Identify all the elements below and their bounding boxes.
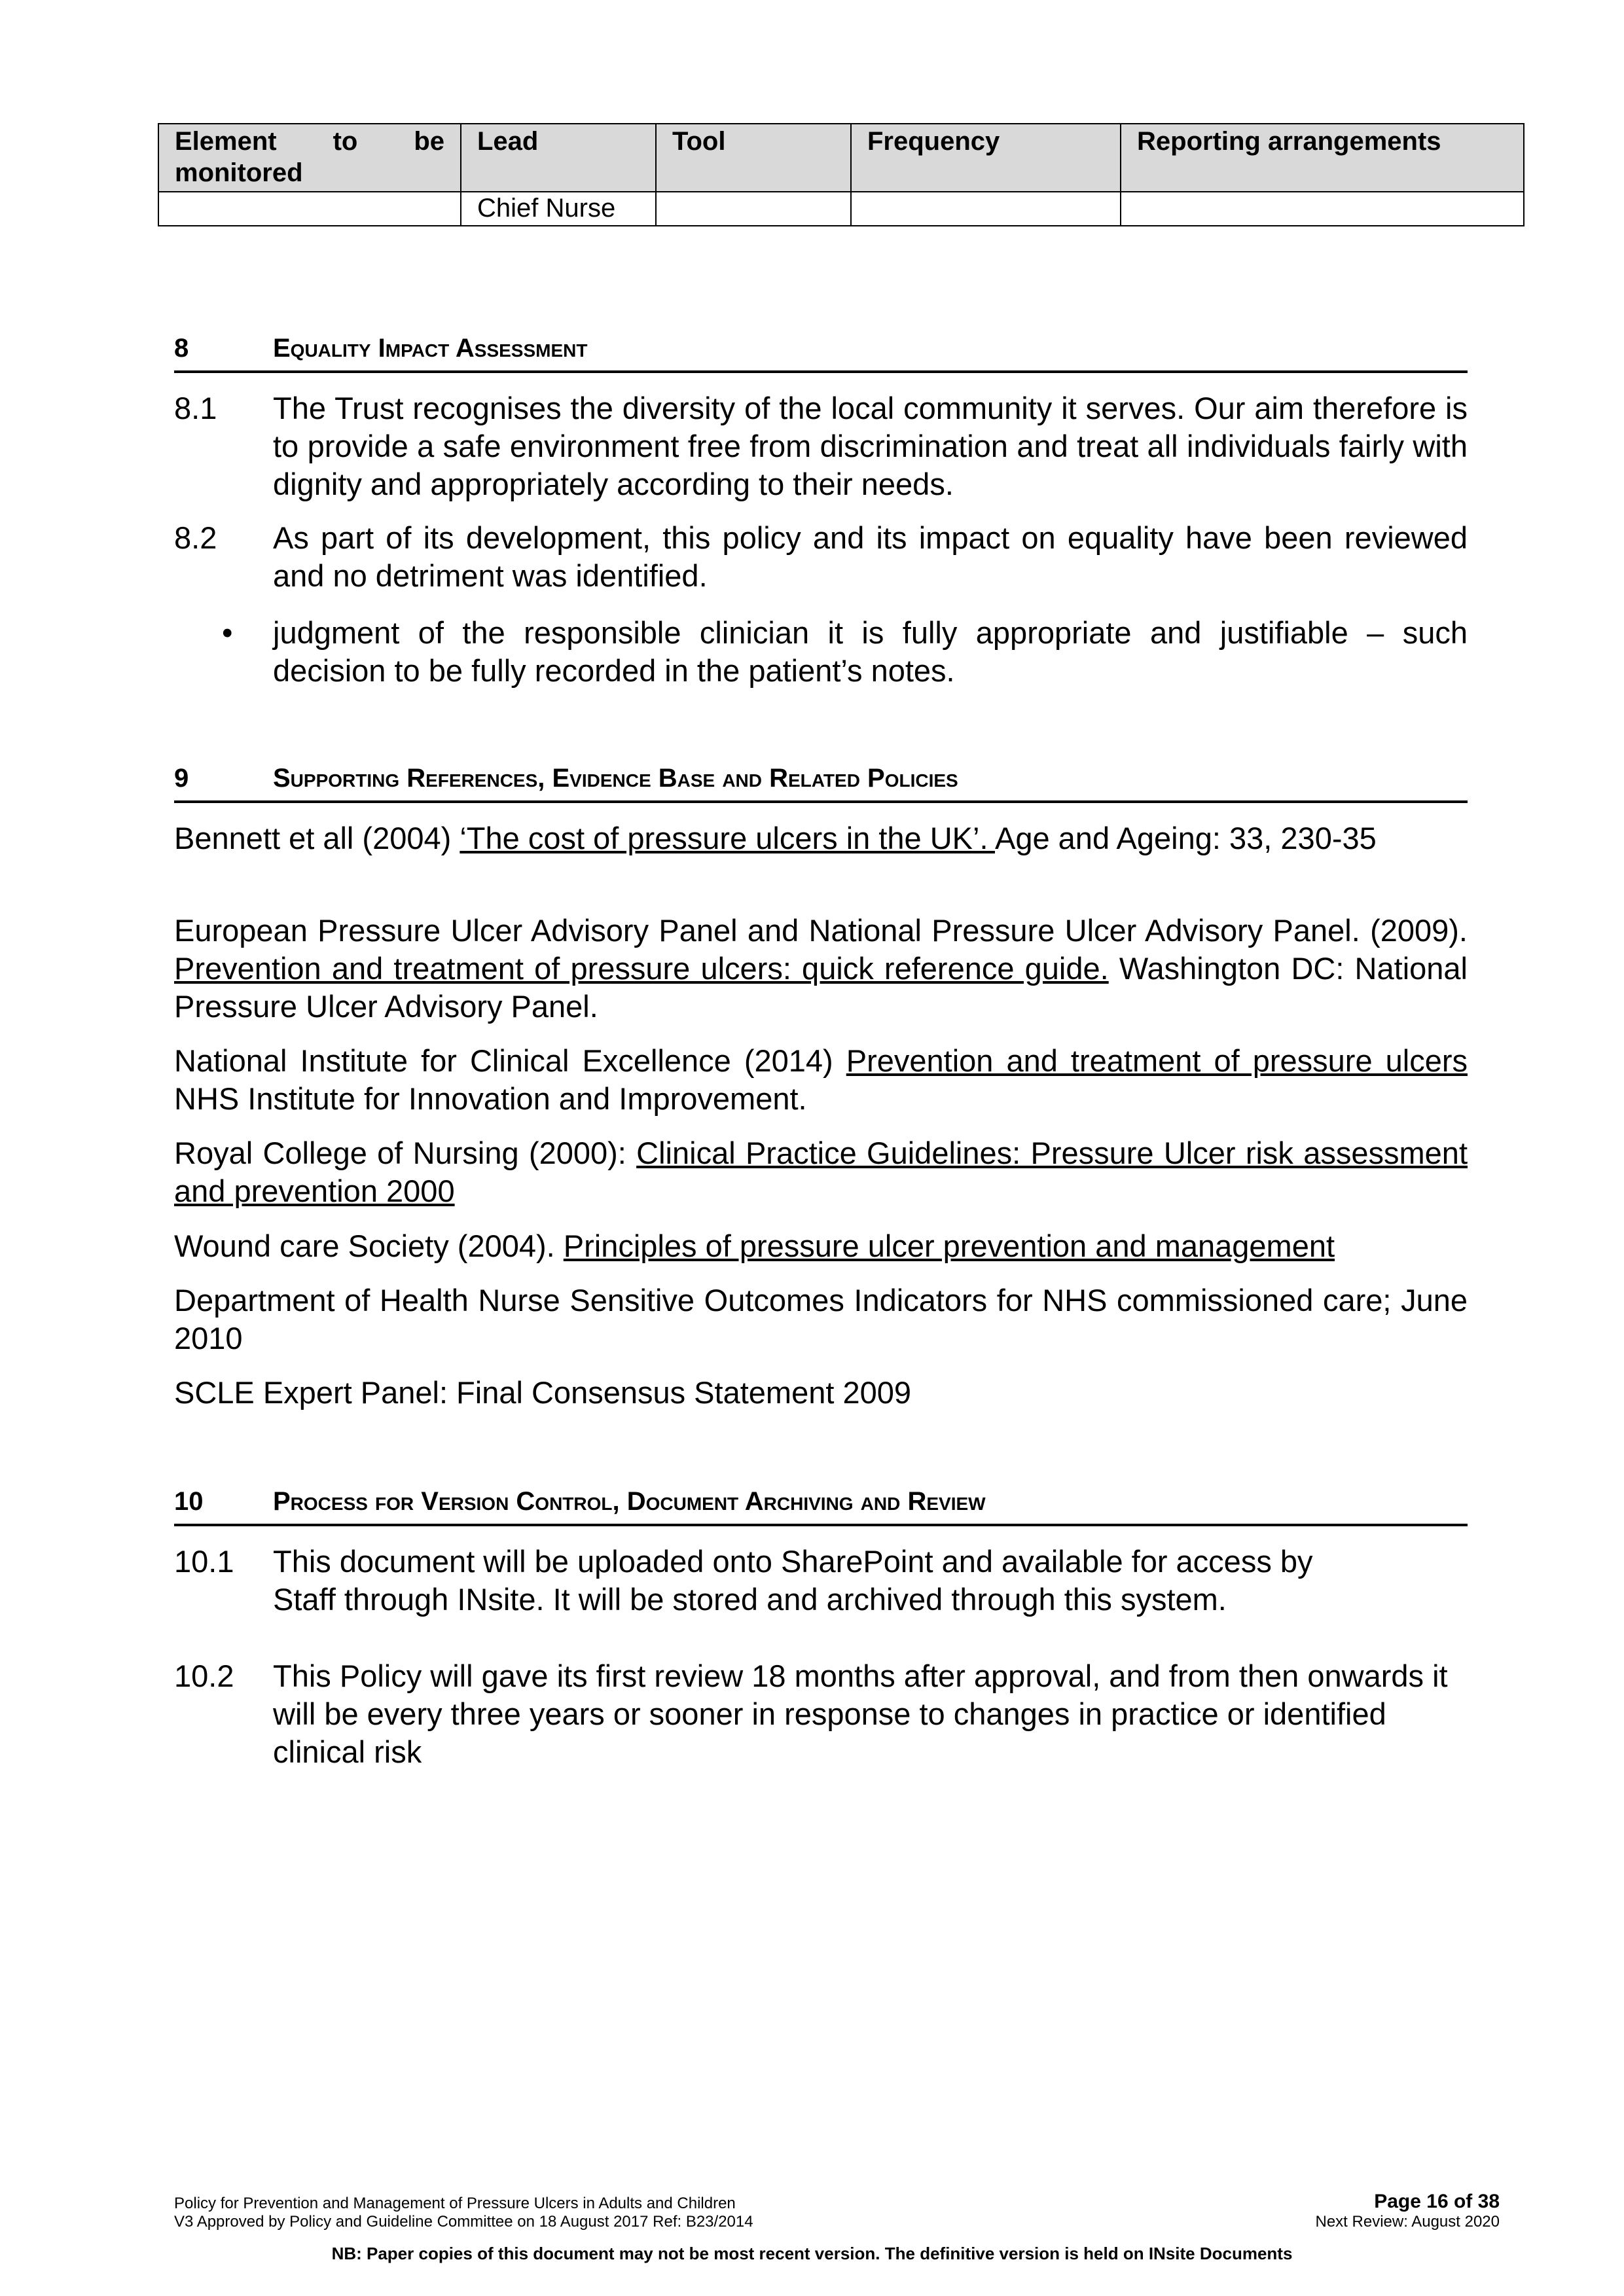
footer-page-number: Page 16 of 38 — [1374, 2191, 1500, 2212]
paragraph-text: The Trust recognises the diversity of the local community it serves. Our aim therefore is to provide a safe environment free from discrimination and treat all individuals fairly with dignity and appropriately according to their needs. — [273, 391, 1468, 501]
reference-item: European Pressure Ulcer Advisory Panel and National Pressure Ulcer Advisory Panel. (2009). Prevention and treatment of pressure ulcers: quick reference guide. Washington DC: National Pressure Ulcer Advisory Panel. — [174, 913, 1468, 1024]
footer-nb-notice: NB: Paper copies of this document may not be most recent version. The definitive version is held on INsite Documents — [331, 2244, 1293, 2263]
table-header-row — [158, 124, 1524, 192]
paragraph — [174, 389, 1468, 503]
reference-link: ‘The cost of pressure ulcers in the UK’. — [460, 821, 995, 855]
section-number: 9 — [174, 764, 189, 793]
section-heading — [174, 1487, 1468, 1526]
reference-link: Principles of pressure ulcer prevention and management — [563, 1229, 1335, 1263]
table-cell — [1121, 192, 1524, 226]
section-heading — [174, 334, 1468, 373]
paragraph-text: This Policy will gave its first review 18 months after approval, and from then onwards it will be every three years or sooner in response to changes in practice or identified clinical risk — [273, 1659, 1448, 1769]
section-title: Equality Impact Assessment — [273, 334, 588, 363]
header-lead: Lead — [461, 124, 656, 192]
paragraph — [174, 1543, 1468, 1619]
bullet-text: judgment of the responsible clinician it is fully appropriate and justifiable – such decision to be fully recorded in the patient’s notes. — [273, 615, 1468, 688]
paragraph — [174, 519, 1468, 595]
reference-item: National Institute for Clinical Excellence (2014) Prevention and treatment of pressure ulcers NHS Institute for Innovation and Improvement. — [174, 1043, 1468, 1116]
paragraph-number: 8.2 — [174, 520, 217, 555]
footer-next-review: Next Review: August 2020 — [1315, 2213, 1500, 2231]
paragraph-text: This document will be uploaded onto SharePoint and available for access by Staff through INsite. It will be stored and archived through this system. — [273, 1544, 1313, 1617]
footer-document-title: Policy for Prevention and Management of Pressure Ulcers in Adults and Children — [174, 2195, 736, 2212]
reference-item: Wound care Society (2004). Principles of pressure ulcer prevention and management — [174, 1229, 1335, 1263]
section-number: 10 — [174, 1487, 204, 1516]
table-cell: Chief Nurse — [461, 192, 656, 226]
section-title: Supporting References, Evidence Base and Related Policies — [273, 764, 958, 793]
reference-link: Clinical Practice Guidelines: Pressure Ulcer risk assessment and prevention 2000 — [174, 1136, 1468, 1208]
paragraph-number: 10.1 — [174, 1544, 234, 1579]
bullet-item — [174, 614, 1468, 690]
paragraph-number: 8.1 — [174, 391, 217, 425]
table-cell — [656, 192, 851, 226]
paragraph-text: As part of its development, this policy and its impact on equality have been reviewed and no detriment was identified. — [273, 520, 1468, 593]
footer-approval: V3 Approved by Policy and Guideline Committee on 18 August 2017 Ref: B23/2014 — [174, 2213, 753, 2231]
header-frequency: Frequency — [851, 124, 1121, 192]
reference-link: Prevention and treatment of pressure ulcers — [846, 1043, 1468, 1078]
header-element-monitored: Element to be monitored — [158, 124, 461, 192]
reference-item: Bennett et all (2004) ‘The cost of pressure ulcers in the UK’. Age and Ageing: 33, 230-35 — [174, 821, 1377, 855]
table-cell — [851, 192, 1121, 226]
paragraph — [174, 1657, 1468, 1771]
monitoring-table — [158, 123, 1525, 226]
header-reporting-arrangements: Reporting arrangements — [1121, 124, 1524, 192]
reference-link: Prevention and treatment of pressure ulcers: quick reference guide. — [174, 951, 1109, 986]
bullet-icon: • — [222, 615, 233, 650]
section-number: 8 — [174, 334, 189, 363]
reference-item: Royal College of Nursing (2000): Clinical Practice Guidelines: Pressure Ulcer risk assessment and prevention 2000 — [174, 1136, 1468, 1208]
reference-item: Department of Health Nurse Sensitive Outcomes Indicators for NHS commissioned care; June 2010 — [174, 1283, 1468, 1355]
table-cell — [158, 192, 461, 226]
reference-item: SCLE Expert Panel: Final Consensus Statement 2009 — [174, 1375, 912, 1410]
header-tool: Tool — [656, 124, 851, 192]
section-title: Process for Version Control, Document Archiving and Review — [273, 1487, 986, 1516]
table-row — [158, 192, 1524, 226]
section-heading — [174, 764, 1468, 803]
paragraph-number: 10.2 — [174, 1659, 234, 1693]
